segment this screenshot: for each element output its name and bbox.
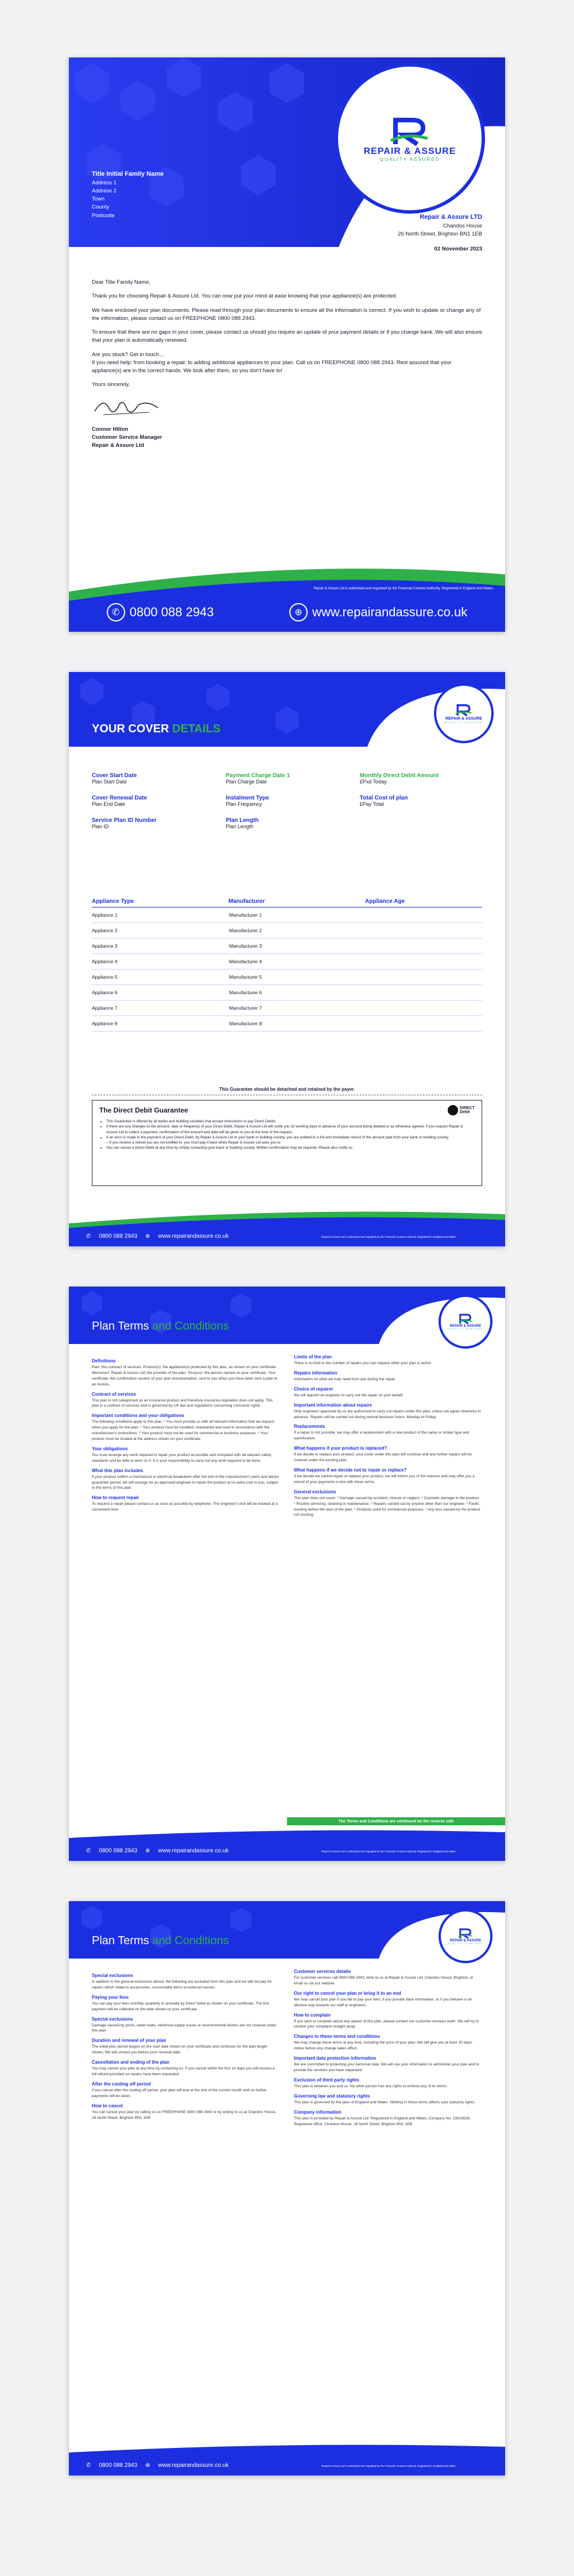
recipient-name: Title Initial Family Name xyxy=(92,171,164,177)
sender-line: Chandos House xyxy=(443,222,482,229)
table-row: Appliance 8 Manufacturer 8 xyxy=(92,1016,482,1032)
terms-section-text: If we decide to replace your product, your cover under this plan will continue and any further repairs will be covered under the existing plan. xyxy=(294,1453,472,1463)
cover-field: Total Cost of plan £Pay Total xyxy=(359,795,408,807)
terms-section-heading: Changes to these terms and conditions xyxy=(294,2034,380,2040)
terms-section-heading: Your obligations xyxy=(92,1446,128,1451)
contact-footer xyxy=(86,2462,228,2469)
terms-section-text: There is no limit to the number of repairs you can request while your plan is active. xyxy=(294,1361,432,1365)
letter-page xyxy=(69,57,505,632)
table-row: Appliance 3 Manufacturer 3 xyxy=(92,939,482,954)
sender-line: 26 North Street, Brighton BN1 1EB xyxy=(398,230,482,237)
signatory-company: Repair & Assure Ltd xyxy=(92,442,144,449)
globe-icon: ⊕ xyxy=(289,603,308,621)
logo-title: REPAIR & ASSURE xyxy=(449,1324,482,1328)
terms-section-text: We are committed to protecting your personal data. We will use your information to administer your plan and to provide the services you have requested. xyxy=(294,2063,479,2073)
letter-paragraph: If you need help: from booking a repair, to adding additional appliances to your plan. Call us on FREEPHONE 0800 088 2943. Rest assured that your appliance(s) are in the correct hands. We look after them, so you don't have to! xyxy=(92,359,452,374)
dd-point: • You can cancel a Direct Debit at any time by simply contacting your bank or building society. Written confirmation may be required. Please also notify us. xyxy=(106,1145,475,1150)
recipient-line: County xyxy=(92,204,110,211)
regulatory-strip: Repair & Assure Ltd is authorised and regulated by the Financial Conduct Authority. Registered in England and Wales. xyxy=(313,587,494,590)
terms-section-text: Damage caused by pests, water leaks, electrical supply issues or environmental factors are not covered under this plan. xyxy=(92,2023,277,2033)
terms-section-text: This plan is governed by the laws of England and Wales. Nothing in these terms affects your statutory rights. xyxy=(294,2100,475,2104)
terms-section-heading: Important information about repairs xyxy=(294,1402,373,1408)
phone-number[interactable]: 0800 088 2943 xyxy=(99,1233,138,1239)
terms-section-heading: Exclusion of third party rights xyxy=(294,2077,359,2083)
terms-section-text: You can pay your fees monthly, quarterly or annually by Direct Debit as shown on your certificate. The first payment will be collected on the date shown on your certificate. xyxy=(92,2001,269,2011)
terms-section-text: We will appoint an engineer to carry out the repair on your behalf. xyxy=(294,1393,404,1397)
table-row: Appliance 4 Manufacturer 4 xyxy=(92,954,482,970)
terms-section-heading: Special exclusions xyxy=(92,1973,133,1978)
dd-point: • If an error is made in the payment of your Direct Debit, by Repair & Assure Ltd or your bank or building society, you are entitled to a full and immediate refund of the amount paid from your bank or building society. xyxy=(106,1135,475,1140)
terms-section-text: You must arrange any work required to repair your product accessible and compliant with all relevant safety standards and be able to work on it. It is your responsibility to carry out any work required to be done. xyxy=(92,1453,272,1463)
logo-tagline: QUALITY ASSURED xyxy=(444,721,483,724)
terms-section-text: If you wish to complain about any aspect of this plan, please contact our customer services team. We will try to resolve your complaint straight away. xyxy=(294,2019,479,2029)
cover-title xyxy=(92,723,220,736)
phone-icon: ✆ xyxy=(107,603,125,621)
terms-section-heading: Paying your fees xyxy=(92,1994,129,2000)
globe-icon: ⊕ xyxy=(145,1848,150,1854)
terms-section-text: If we decide we cannot repair or replace your product, we will inform you of the reasons and may offer you a refund of your payments in line with these terms. xyxy=(294,1474,475,1484)
terms-columns xyxy=(92,1969,482,2428)
contact-footer xyxy=(86,1233,228,1239)
contact-footer xyxy=(69,603,505,621)
phone-number[interactable]: 0800 088 2943 xyxy=(99,2462,138,2469)
logo-tagline: QUALITY ASSURED xyxy=(447,1328,484,1330)
terms-page-2 xyxy=(69,1901,505,2475)
terms-columns xyxy=(92,1354,482,1808)
terms-section-text: This plan is not categorised as an insurance product and therefore insurance regulation does not apply. This plan is a contract of services and is governed by UK law and regulations concerning consumer rights. xyxy=(92,1398,273,1408)
table-row: Appliance 1 Manufacturer 1 xyxy=(92,907,482,923)
terms-page-1 xyxy=(69,1287,505,1861)
footer-wave xyxy=(69,1826,505,1861)
logo-tagline: QUALITY ASSURED xyxy=(379,156,440,162)
logo-r-icon xyxy=(458,1928,473,1939)
regulatory-strip: Repair & Assure Ltd is authorised and regulated by the Financial Conduct Authority. Registered in England and Wales. xyxy=(321,2465,457,2467)
letter-paragraph: Thank you for choosing Repair & Assure Ltd. You can now put your mind at ease knowing that your appliance(s) are protected. xyxy=(92,293,397,300)
terms-section-text: This plan is provided by Repair & Assure Ltd. Registered in England and Wales, Company No. 13616526. Registered office: Chandos House, 26 North Street, Brighton BN1 1EB. xyxy=(294,2116,471,2126)
terms-section-heading: Cancellation and ending of the plan xyxy=(92,2060,170,2065)
regulatory-strip: Repair & Assure Ltd is authorised and regulated by the Financial Conduct Authority. Registered in England and Wales. xyxy=(321,1850,457,1853)
cover-field: Cover Renewal Date Plan End Date xyxy=(92,795,148,807)
phone-icon: ✆ xyxy=(86,1848,91,1854)
dd-point: – If you receive a refund you are not entitled to, you must pay it back when Repair & Assure Ltd asks you to. xyxy=(106,1141,282,1145)
logo-r-icon xyxy=(458,1313,473,1324)
sender-company: Repair & Assure LTD xyxy=(420,214,482,221)
footer-wave xyxy=(69,2441,505,2475)
terms-section-heading: Limits of the plan xyxy=(294,1354,332,1360)
manufacturer-header: Manufacturer xyxy=(228,898,265,905)
regulatory-strip: Repair & Assure Ltd is authorised and regulated by the Financial Conduct Authority. Registered in England and Wales. xyxy=(321,1235,457,1238)
terms-section-heading: Important conditions and your obligations xyxy=(92,1413,184,1419)
cover-field: Plan Length Plan Length xyxy=(226,817,259,829)
terms-section-heading: Repairs information xyxy=(294,1370,338,1376)
terms-continued-bar: The Terms and Conditions are continued on the reverse side xyxy=(287,1817,505,1825)
appliance-type-header: Appliance Type xyxy=(92,898,134,905)
recipient-line: Address 2 xyxy=(92,187,117,194)
terms-title-main: Plan Terms xyxy=(92,1320,149,1333)
terms-section-text: If your product suffers a mechanical or electrical breakdown after the end of the manufacturer's parts and labour guarantee period, we will arrange for an approved engineer to repair the product at no extra cost to you, subject to the terms of this plan. xyxy=(92,1474,279,1490)
terms-section-text: We may change these terms at any time, including the price of your plan. We will give you at least 30 days' notice before any change takes effect. xyxy=(294,2041,473,2051)
dd-title: The Direct Debit Guarantee xyxy=(99,1106,188,1114)
terms-section-heading: Company information xyxy=(294,2109,342,2115)
guarantee-notice: This Guarantee should be detached and retained by the payer. xyxy=(219,1087,355,1092)
terms-section-heading: Our right to cancel your plan or bring it to an end xyxy=(294,1990,401,1996)
phone-number: 0800 088 2943 xyxy=(129,605,214,619)
signatory-title: Customer Service Manager xyxy=(92,434,162,441)
table-row: Appliance 5 Manufacturer 5 xyxy=(92,970,482,985)
terms-section-heading: What happens if we decide not to repair or replace? xyxy=(294,1467,407,1473)
terms-section-text: The initial plan period begins on the start date shown on your certificate and continues for the plan length shown. We will contact you before your renewal date. xyxy=(92,2045,267,2055)
terms-section-text: This plan is between you and us. No other person has any rights to enforce any of its terms. xyxy=(294,2084,448,2088)
terms-section-heading: How to request repair xyxy=(92,1495,139,1501)
terms-section-text: The following conditions apply to this plan. * You must provide us with all relevant information that we request when you apply for the plan. * Your product must be installed, maintained and used in accordance with the manufacturer's instructions. * Your product must not be used for commercial or business purposes. * Your product must be located at the address shown on your certificate. xyxy=(92,1420,274,1442)
terms-section-text: We may cancel your plan if you fail to pay your fees, if you provide false information, or if you behave in an abusive way towards our staff or engineers. xyxy=(294,1997,472,2007)
cover-field: Monthly Direct Debit Amount £Pxd Today xyxy=(359,773,439,785)
terms-section-text: You may cancel your plan at any time by contacting us. If you cancel within the first 14 days you will receive a full refund provided no repairs have been requested. xyxy=(92,2067,275,2077)
website-contact[interactable] xyxy=(289,603,467,621)
terms-section-text: Only engineers approved by us are authorised to carry out repairs under this plan, unless we agree otherwise in advance. Repairs will be carried out during normal business hours, Monday to Friday. xyxy=(294,1409,481,1419)
dd-point: • This Guarantee is offered by all banks and building societies that accept instructions to pay Direct Debits. xyxy=(106,1119,475,1124)
terms-section-heading: After the cooling off period xyxy=(92,2081,151,2087)
terms-section-heading: What this plan includes xyxy=(92,1467,144,1473)
direct-debit-icon xyxy=(448,1105,458,1115)
table-row: Appliance 7 Manufacturer 7 xyxy=(92,1001,482,1016)
footer-wave xyxy=(69,1206,505,1246)
logo-title: REPAIR & ASSURE xyxy=(449,1939,482,1942)
terms-section-heading: Governing law and statutory rights xyxy=(294,2093,370,2099)
cover-title-main: YOUR COVER xyxy=(92,723,169,735)
phone-number[interactable]: 0800 088 2943 xyxy=(99,1848,138,1854)
cover-title-accent: DETAILS xyxy=(172,723,221,735)
letter-paragraph: Are you stuck? Get in touch... xyxy=(92,351,164,358)
sender-address xyxy=(398,213,482,253)
dd-point: • If there are any changes to the amount, date or frequency of your Direct Debit, Repair & Assure Ltd will notify you 10 working days in advance of your account being debited or as otherwise agreed. If you request Repair & Assure Ltd to collect a payment, confirmation of the amount and date will be given to you at the time of the request. xyxy=(106,1124,475,1135)
terms-section-text: Plan: this contract of services. Product(s): the appliance(s) protected by this plan, as shown on your certificate. We/us/our: Repair & Assure Ltd, the provider of the plan. You/your: the person named on your certificate. Your certificate: the confirmation section of your plan documentation, sent to you when you have been sent a plan or an invoice. xyxy=(92,1365,278,1387)
recipient-address xyxy=(92,169,164,220)
letter-paragraph: We have enclosed your plan documents. Please read through your plan documents to ensure all the information is correct. If you wish to update or change any of the information, please contact us on FREEPHONE 0800 088 2943. xyxy=(92,307,481,322)
brand-logo xyxy=(364,115,456,162)
logo-tagline: QUALITY ASSURED xyxy=(447,1942,484,1945)
terms-section-heading: How to cancel xyxy=(92,2103,123,2108)
terms-title xyxy=(92,1934,229,1948)
website-url[interactable]: www.repairandassure.co.uk xyxy=(158,2462,229,2469)
phone-icon: ✆ xyxy=(86,1233,91,1239)
cover-logo-circle xyxy=(434,683,494,743)
recipient-line: Postcode xyxy=(92,212,115,219)
logo-r-icon xyxy=(455,703,472,717)
logo-circle xyxy=(335,63,485,214)
cover-field: Cover Start Date Plan Start Date xyxy=(92,773,137,785)
terms-section-heading: Contract of services xyxy=(92,1391,136,1397)
terms-section-heading: Duration and renewal of your plan xyxy=(92,2038,166,2044)
recipient-line: Address 1 xyxy=(92,179,117,186)
terms-section-heading: Replacements xyxy=(294,1424,325,1430)
direct-debit-logo: DIRECT Debit xyxy=(448,1105,475,1115)
terms-section-heading: Important data protection information xyxy=(294,2056,377,2061)
terms-section-heading: What happens if your product is replaced? xyxy=(294,1446,387,1451)
website-url: www.repairandassure.co.uk xyxy=(312,605,468,619)
phone-icon: ✆ xyxy=(86,2462,91,2469)
contact-footer xyxy=(86,1848,228,1854)
terms-section-text: You can cancel your plan by calling us on FREEPHONE 0800 088 2943 or by writing to us at Chandos House, 26 North Street, Brighton BN1 1EB. xyxy=(92,2110,277,2120)
logo-title: REPAIR & ASSURE xyxy=(445,717,482,721)
logo-title: REPAIR & ASSURE xyxy=(363,146,456,156)
terms-logo-circle xyxy=(439,1295,492,1349)
terms-logo-circle xyxy=(439,1909,492,1963)
letter-date: 02 November 2023 xyxy=(434,246,482,252)
cover-fields xyxy=(92,773,482,829)
globe-icon: ⊕ xyxy=(145,2462,150,2469)
direct-debit-box xyxy=(92,1100,482,1186)
website-url[interactable]: www.repairandassure.co.uk xyxy=(158,1233,229,1239)
cover-field: Payment Charge Date 1 Plan Charge Date xyxy=(226,773,290,785)
logo-r-icon xyxy=(390,115,430,146)
salutation: Dear Title Family Name, xyxy=(92,279,150,285)
signature xyxy=(92,394,161,419)
terms-title-accent: and Conditions xyxy=(152,1320,229,1333)
globe-icon: ⊕ xyxy=(145,1233,150,1239)
phone-contact[interactable] xyxy=(107,603,214,621)
terms-section-heading: Definitions xyxy=(92,1358,116,1364)
terms-section-text: Information on what we may need from you during the repair. xyxy=(294,1377,396,1381)
terms-section-text: For customer services call 0800 088 2943, write to us at Repair & Assure Ltd, Chandos House, Brighton, or email us via our website. xyxy=(294,1976,474,1986)
website-url[interactable]: www.repairandassure.co.uk xyxy=(158,1848,229,1854)
terms-section-heading: Choice of repairer xyxy=(294,1386,333,1392)
cover-field: Instalment Type Plan Frequency xyxy=(226,795,269,807)
terms-section-heading: Special exclusions xyxy=(92,2016,133,2022)
table-row: Appliance 6 Manufacturer 6 xyxy=(92,985,482,1001)
signatory-name: Connor Hilton xyxy=(92,426,129,432)
terms-title-main: Plan Terms xyxy=(92,1934,149,1947)
cover-details-page xyxy=(69,672,505,1246)
terms-section-text: If you cancel after the cooling off period, your plan will end at the end of the current month and no further payments will be taken. xyxy=(92,2088,267,2098)
recipient-line: Town xyxy=(92,196,105,202)
terms-section-text: To request a repair please contact us as soon as possible by telephone. The engineer's visit will be booked at a convenient time. xyxy=(92,1502,278,1512)
letter-paragraph: To ensure that there are no gaps in your cover, please contact us should you require an update of your payment details or if you change bank. We will also ensure that your plan is automatically renewed. xyxy=(92,329,483,344)
terms-section-heading: Customer services details xyxy=(294,1969,351,1974)
terms-title xyxy=(92,1320,229,1333)
sign-off: Yours sincerely, xyxy=(92,381,130,388)
letter-body xyxy=(92,279,482,450)
terms-section-text: This plan does not cover: * Damage caused by accident, misuse or neglect. * Cosmetic damage to the product. * Routine servicing, cleaning or maintenance. * Repairs carried out by anyone other than our engineer. * Faults existing before the start of the plan. * Products used for commercial purposes. * Any loss caused by the product not working. xyxy=(294,1496,480,1517)
cover-field: Service Plan ID Number Plan ID xyxy=(92,817,157,829)
terms-section-heading: How to complain xyxy=(294,2012,331,2018)
appliance-age-header: Appliance Age xyxy=(365,898,405,905)
table-row: Appliance 2 Manufacturer 2 xyxy=(92,923,482,939)
terms-title-accent: and Conditions xyxy=(152,1934,229,1947)
terms-section-heading: General exclusions xyxy=(294,1489,336,1494)
appliance-table xyxy=(92,896,482,1032)
terms-section-text: If a repair is not possible, we may offer a replacement with a new product of the same or similar type and specification. xyxy=(294,1431,470,1441)
terms-section-text: In addition to the general exclusions above, the following are excluded from this plan and we will not pay for repairs which relate to accessories, consumable items or external causes. xyxy=(92,1980,272,1990)
